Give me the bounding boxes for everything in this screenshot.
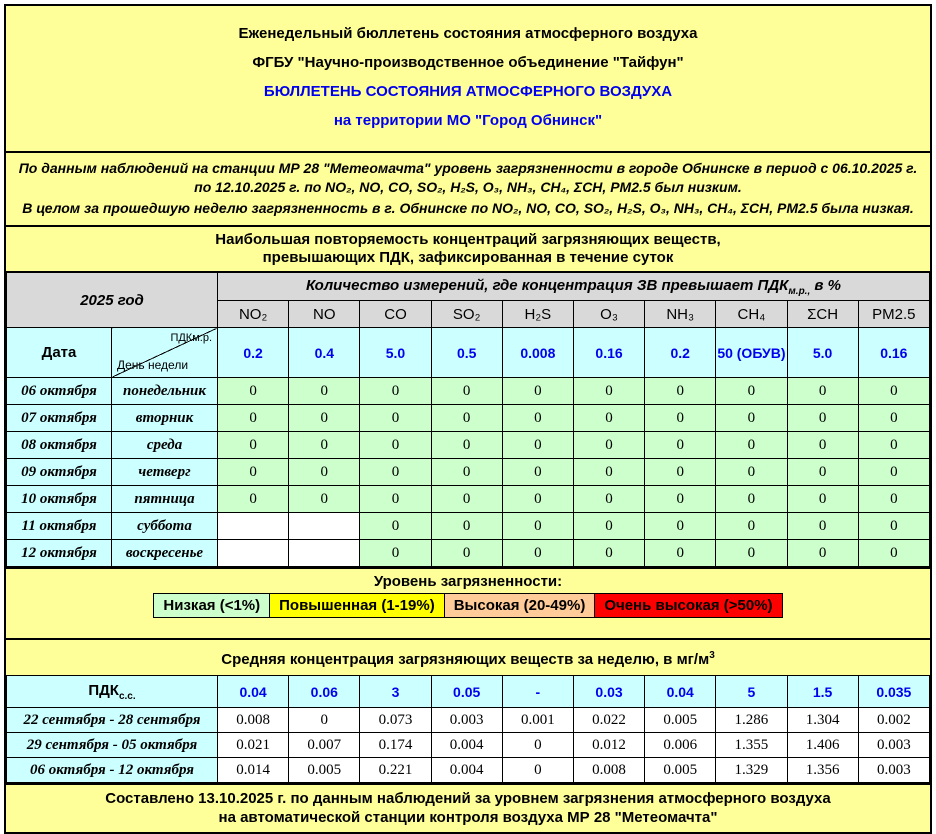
pdk-ss-value: 0.04 [645,676,716,708]
pdk-ss-value: 1.5 [787,676,858,708]
period-cell: 22 сентября - 28 сентября [7,708,218,733]
avg-value-cell: 1.304 [787,708,858,733]
measurement-cell: 0 [645,459,716,486]
col-header-so2: SO₂ [431,301,502,328]
measurement-cell: 0 [645,378,716,405]
measurement-cell: 0 [645,432,716,459]
avg-value-cell: 0.022 [573,708,644,733]
avg-value-cell: 0 [502,758,573,783]
measurement-cell: 0 [645,405,716,432]
summary-paragraph-1: По данным наблюдений на станции МР 28 "Метеомачта" уровень загрязненности в городе Обнинске в период с 06.10.2025 г. по 12.10.2025 г. по NO₂, NO, CO, SO₂, H₂S, O₃, NH₃, CH₄, ΣCH, PM2.5 был низким. [18,160,918,195]
table-header-row-1 [7,273,930,301]
title-block [6,6,930,151]
avg-value-cell: 0.007 [289,733,360,758]
avg-value-cell: 0.003 [858,758,929,783]
date-cell: 11 октября [7,513,112,540]
pdk-value: 0.16 [858,328,929,378]
measurement-cell: 0 [716,540,787,567]
col-header-pm25: PM2.5 [858,301,929,328]
pdk-mr-label: ПДКм.р. [170,332,213,344]
avg-value-cell: 0.001 [502,708,573,733]
col-header-no2: NO₂ [218,301,289,328]
measurement-cell: 0 [787,513,858,540]
measurement-cell: 0 [787,432,858,459]
measurement-cell: 0 [360,378,431,405]
pdk-ss-value: 0.035 [858,676,929,708]
measurement-cell: 0 [502,405,573,432]
weekday-label: День недели [117,358,189,372]
measurement-cell: 0 [716,432,787,459]
day-cell: понедельник [112,378,218,405]
measurement-cell: 0 [787,378,858,405]
footer-block [6,783,930,832]
legend-table [153,593,782,618]
measurement-cell: 0 [502,486,573,513]
measurement-cell: 0 [289,405,360,432]
pdk-mr-row [7,328,930,378]
pdk-value: 0.5 [431,328,502,378]
legend-row [154,594,782,618]
measurement-cell: 0 [716,459,787,486]
date-cell: 08 октября [7,432,112,459]
measurement-cell: 0 [218,432,289,459]
measurement-cell: 0 [431,405,502,432]
measurement-cell: 0 [573,540,644,567]
col-header-o3: O₃ [573,301,644,328]
bulletin-title-line3: БЮЛЛЕТЕНЬ СОСТОЯНИЯ АТМОСФЕРНОГО ВОЗДУХА [263,83,673,100]
measurement-cell: 0 [218,486,289,513]
avg-value-cell: 0.003 [858,733,929,758]
avg-table-caption [6,638,930,675]
measurement-cell: 0 [431,378,502,405]
measure-title-cell [218,273,930,301]
day-cell: суббота [112,513,218,540]
day-cell: вторник [112,405,218,432]
pdk-value: 0.008 [502,328,573,378]
bulletin-title-line1: Еженедельный бюллетень состояния атмосферного воздуха [238,25,698,42]
measurement-cell: 0 [360,459,431,486]
measurement-cell: 0 [431,459,502,486]
pdk-ss-value: 3 [360,676,431,708]
measure-title-sub: м.р., [788,285,811,297]
avg-caption-sup: 3 [709,650,715,661]
measurement-cell: 0 [858,432,929,459]
measurement-cell: 0 [360,540,431,567]
measurement-cell: 0 [716,378,787,405]
measurement-cell: 0 [502,432,573,459]
avg-value-cell: 0.002 [858,708,929,733]
avg-value-cell: 1.356 [787,758,858,783]
measurement-cell: 0 [360,486,431,513]
legend-item-high: Высокая (20-49%) [444,594,595,618]
legend-item-low: Низкая (<1%) [154,594,270,618]
legend-item-elevated: Повышенная (1-19%) [270,594,445,618]
avg-value-cell: 0.014 [218,758,289,783]
measurement-cell: 0 [502,459,573,486]
avg-value-cell: 0.004 [431,758,502,783]
exceedance-table-wrap [6,271,930,567]
avg-value-cell: 1.406 [787,733,858,758]
pdk-ss-label [7,676,218,708]
date-column-label: Дата [7,328,112,378]
table-row [7,405,930,432]
date-cell: 06 октября [7,378,112,405]
pdk-ss-value: - [502,676,573,708]
avg-value-cell: 0.012 [573,733,644,758]
avg-value-cell: 0.003 [431,708,502,733]
pdk-ss-row [7,676,930,708]
table-row [7,378,930,405]
measurement-cell: 0 [431,513,502,540]
date-cell: 09 октября [7,459,112,486]
measurement-cell: 0 [218,459,289,486]
measurement-cell: 0 [289,432,360,459]
measurement-cell: 0 [716,486,787,513]
exceedance-table-caption [6,225,930,271]
territory-name: на территории МО "Город Обнинск" [333,112,603,129]
col-header-sch: ΣCH [787,301,858,328]
pdk-value: 5.0 [360,328,431,378]
avg-value-cell: 0.021 [218,733,289,758]
measurement-cell: 0 [573,432,644,459]
pdk-ss-value: 0.04 [218,676,289,708]
avg-value-cell: 0.221 [360,758,431,783]
caption-line2: превышающих ПДК, зафиксированная в течение суток [262,249,674,266]
week-row [7,758,930,783]
pdk-value: 0.16 [573,328,644,378]
col-header-co: CO [360,301,431,328]
pdk-value: 0.4 [289,328,360,378]
measurement-cell: 0 [502,378,573,405]
col-header-nh3: NH₃ [645,301,716,328]
pdk-value: 0.2 [645,328,716,378]
avg-value-cell: 1.286 [716,708,787,733]
avg-value-cell: 1.355 [716,733,787,758]
measurement-cell: 0 [858,459,929,486]
measurement-cell: 0 [431,486,502,513]
measurement-cell: 0 [716,513,787,540]
avg-caption-text: Средняя концентрация загрязняющих веществ за неделю, в мг/м [221,651,710,668]
measurement-cell: 0 [360,432,431,459]
avg-value-cell: 0.006 [645,733,716,758]
measure-title-suffix: в % [810,276,841,294]
measurement-cell: 0 [787,540,858,567]
pollution-level-legend [6,567,930,638]
measure-title-text: Количество измерений, где концентрация ЗВ превышает ПДК [306,276,789,294]
measurement-cell: 0 [858,378,929,405]
legend-title: Уровень загрязненности: [373,573,563,590]
measurement-cell-empty [289,513,360,540]
measurement-cell: 0 [858,540,929,567]
measurement-cell: 0 [360,405,431,432]
organization-name: ФГБУ "Научно-производственное объединение "Тайфун" [252,54,684,71]
legend-item-very-high: Очень высокая (>50%) [595,594,782,618]
avg-value-cell: 0.008 [218,708,289,733]
avg-value-cell: 0.073 [360,708,431,733]
table-row [7,513,930,540]
measurement-cell: 0 [502,513,573,540]
measurement-cell: 0 [787,486,858,513]
pdk-ss-value: 5 [716,676,787,708]
measurement-cell: 0 [218,378,289,405]
measurement-cell: 0 [858,513,929,540]
summary-block [6,151,930,225]
measurement-cell: 0 [573,459,644,486]
footer-line1: Составлено 13.10.2025 г. по данным наблюдений за уровнем загрязнения атмосферного воздуха [105,790,831,807]
date-cell: 07 октября [7,405,112,432]
avg-value-cell: 0.008 [573,758,644,783]
avg-value-cell: 0.004 [431,733,502,758]
week-row [7,708,930,733]
measurement-cell-empty [289,540,360,567]
summary-paragraph-2: В целом за прошедшую неделю загрязненность в г. Обнинске по NO₂, NO, CO, SO₂, H₂S, O₃, NH₃, CH₄, ΣCH, PM2.5 была низкая. [22,200,914,216]
pdk-value: 0.2 [218,328,289,378]
exceedance-table [6,272,930,567]
measurement-cell: 0 [573,378,644,405]
avg-value-cell: 0.005 [645,758,716,783]
footer-line2: на автоматической станции контроля воздуха МР 28 "Метеомачта" [218,809,718,826]
pdk-value: 5.0 [787,328,858,378]
measurement-cell: 0 [858,486,929,513]
avg-value-cell: 0.005 [645,708,716,733]
measurement-cell: 0 [289,486,360,513]
period-cell: 06 октября - 12 октября [7,758,218,783]
avg-value-cell: 0 [289,708,360,733]
measurement-cell: 0 [502,540,573,567]
measurement-cell: 0 [645,540,716,567]
day-cell: воскресенье [112,540,218,567]
col-header-h2s: H₂S [502,301,573,328]
day-cell: четверг [112,459,218,486]
table-row [7,432,930,459]
year-cell: 2025 год [7,273,218,328]
col-header-ch4: CH₄ [716,301,787,328]
measurement-cell: 0 [573,405,644,432]
measurement-cell: 0 [787,405,858,432]
measurement-cell: 0 [573,486,644,513]
caption-line1: Наибольшая повторяемость концентраций загрязняющих веществ, [215,231,721,248]
date-cell: 10 октября [7,486,112,513]
pdk-weekday-diagonal-cell [112,328,218,378]
avg-value-cell: 0 [502,733,573,758]
measurement-cell: 0 [289,378,360,405]
measurement-cell: 0 [431,432,502,459]
day-cell: среда [112,432,218,459]
measurement-cell: 0 [716,405,787,432]
measurement-cell: 0 [858,405,929,432]
pdk-ss-value: 0.05 [431,676,502,708]
avg-concentration-table [6,675,930,783]
week-row [7,733,930,758]
measurement-cell-empty [218,513,289,540]
avg-value-cell: 0.005 [289,758,360,783]
pdk-ss-label-main: ПДК [88,681,119,699]
measurement-cell: 0 [360,513,431,540]
period-cell: 29 сентября - 05 октября [7,733,218,758]
pdk-ss-value: 0.06 [289,676,360,708]
measurement-cell: 0 [645,486,716,513]
pdk-ss-label-sub: с.с. [118,690,136,702]
table-row [7,459,930,486]
table-row [7,486,930,513]
pdk-ss-value: 0.03 [573,676,644,708]
air-quality-bulletin [4,4,932,834]
col-header-no: NO [289,301,360,328]
measurement-cell: 0 [787,459,858,486]
pdk-value: 50 (ОБУВ) [716,328,787,378]
measurement-cell: 0 [431,540,502,567]
measurement-cell: 0 [645,513,716,540]
avg-value-cell: 0.174 [360,733,431,758]
date-cell: 12 октября [7,540,112,567]
measurement-cell: 0 [289,459,360,486]
measurement-cell: 0 [573,513,644,540]
table-row [7,540,930,567]
measurement-cell: 0 [218,405,289,432]
measurement-cell-empty [218,540,289,567]
day-cell: пятница [112,486,218,513]
avg-value-cell: 1.329 [716,758,787,783]
